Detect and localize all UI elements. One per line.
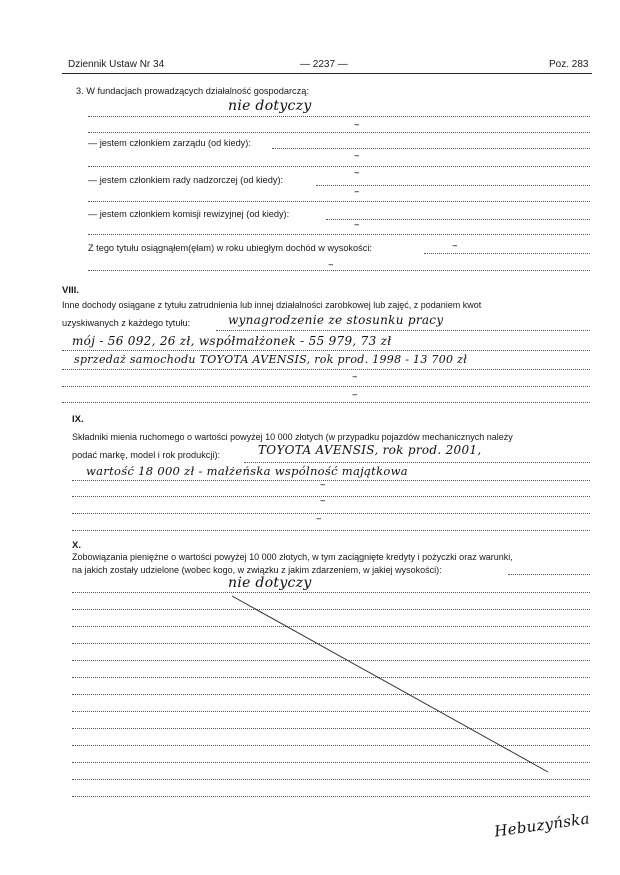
dash-mark: –	[354, 166, 360, 179]
dash-mark: –	[352, 388, 358, 401]
section3-handwritten-answer: nie dotyczy	[228, 98, 312, 114]
section9-line1: Składniki mienia ruchomego o wartości powyżej 10 000 złotych (w przypadku pojazdów mechanicznych należy	[72, 432, 513, 442]
income-label: Z tego tytułu osiągnąłem(ęłam) w roku ubiegłym dochód w wysokości:	[88, 243, 372, 253]
dash-mark: –	[328, 258, 334, 271]
dash-mark: –	[354, 118, 360, 131]
audit-member-label: — jestem członkiem komisji rewizyjnej (od kiedy):	[88, 209, 290, 219]
section8-handwritten-line3: sprzedaż samochodu TOYOTA AVENSIS, rok prod. 1998 - 13 700 zł	[74, 353, 468, 366]
dash-mark: –	[320, 478, 326, 491]
dash-mark: –	[354, 185, 360, 198]
section10-line2: na jakich zostały udzielone (wobec kogo, w związku z jakim zdarzeniem, w jakiej wysokości):	[72, 565, 442, 575]
dash-mark: –	[316, 512, 322, 525]
dash-mark: –	[320, 494, 326, 507]
supervisory-member-label: — jestem członkiem rady nadzorczej (od kiedy):	[88, 175, 284, 185]
section8-handwritten-line2: mój - 56 092, 26 zł, współmałżonek - 55 979, 73 zł	[72, 334, 392, 348]
journal-title: Dziennik Ustaw Nr 34	[68, 59, 165, 70]
section8-line1: Inne dochody osiągane z tytułu zatrudnienia lub innej działalności zarobkowej lub zajęć, z podaniem kwot	[62, 300, 482, 310]
section10-handwritten-answer: nie dotyczy	[228, 575, 312, 591]
section9-handwritten-line1: TOYOTA AVENSIS, rok prod. 2001,	[258, 443, 482, 457]
dash-mark: –	[354, 149, 360, 162]
section10-number: X.	[72, 540, 81, 551]
section9-number: IX.	[72, 414, 84, 425]
board-member-label: — jestem członkiem zarządu (od kiedy):	[88, 138, 251, 148]
section8-line2-label: uzyskiwanych z każdego tytułu:	[62, 318, 191, 328]
section9-line2-label: podać markę, model i rok produkcji):	[72, 450, 221, 460]
signature: Hebuzyńska	[493, 809, 591, 841]
page-number: — 2237 —	[300, 59, 348, 70]
section9-handwritten-line2: wartość 18 000 zł - małżeńska wspólność majątkowa	[86, 464, 408, 478]
section8-handwritten-line1: wynagrodzenie ze stosunku pracy	[228, 313, 444, 327]
section3-label: 3. W fundacjach prowadzących działalność gospodarczą:	[76, 86, 309, 96]
position-number: Poz. 283	[549, 59, 589, 70]
section8-number: VIII.	[62, 285, 79, 296]
dash-mark: –	[354, 218, 360, 231]
dash-mark: –	[352, 370, 358, 383]
section10-line1: Zobowiązania pieniężne o wartości powyżej 10 000 złotych, w tym zaciągnięte kredyty i pożyczki oraz warunki,	[72, 552, 513, 562]
dash-mark: –	[452, 239, 458, 252]
